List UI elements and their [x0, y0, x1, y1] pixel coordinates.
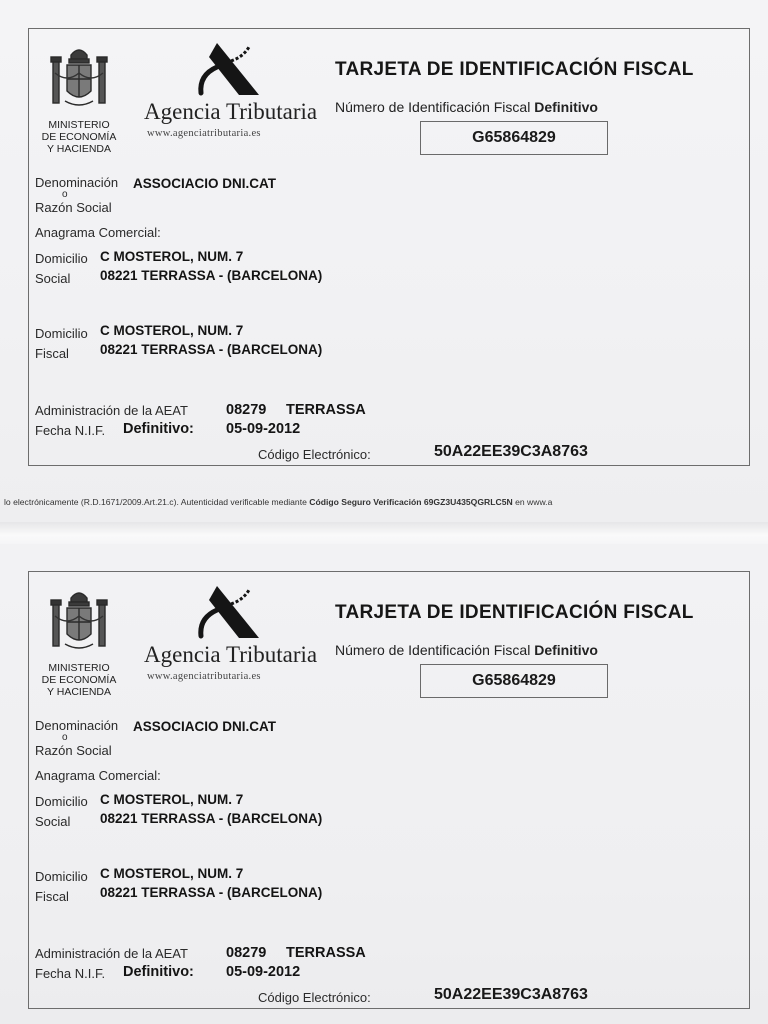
or-label: o: [62, 732, 68, 743]
verification-footer: [4, 497, 552, 507]
ministry-line-2: DE ECONOMÍA: [41, 131, 117, 143]
nif-label-text: Número de Identificación Fiscal: [335, 642, 531, 658]
domicilio-fiscal-label: Domicilio: [35, 869, 88, 884]
codigo-label: Código Electrónico:: [258, 447, 371, 462]
domicilio-fiscal-line-2: 08221 TERRASSA - (BARCELONA): [100, 885, 323, 900]
razon-social-label: Razón Social: [35, 743, 112, 758]
footer-text-end: en www.a: [515, 497, 553, 507]
codigo-label: Código Electrónico:: [258, 990, 371, 1005]
fiscal-label: Fiscal: [35, 889, 69, 904]
nif-value-box: [420, 664, 608, 698]
domicilio-fiscal-line-1: C MOSTEROL, NUM. 7: [100, 323, 244, 338]
ministry-line-3: Y HACIENDA: [47, 143, 111, 155]
agency-name: Agencia Tributaria: [144, 642, 318, 667]
anagrama-label: Anagrama Comercial:: [35, 225, 161, 240]
denominacion-value: ASSOCIACIO DNI.CAT: [133, 176, 277, 191]
ministry-line-2: DE ECONOMÍA: [41, 674, 117, 686]
domicilio-fiscal-line-2: 08221 TERRASSA - (BARCELONA): [100, 342, 323, 357]
domicilio-social-label: Domicilio: [35, 794, 88, 809]
ministry-line-3: Y HACIENDA: [47, 686, 111, 698]
domicilio-social-line-2: 08221 TERRASSA - (BARCELONA): [100, 811, 323, 826]
domicilio-social-line-1: C MOSTEROL, NUM. 7: [100, 249, 244, 264]
coat-of-arms-icon: [47, 43, 111, 119]
domicilio-social-line-1: C MOSTEROL, NUM. 7: [100, 792, 244, 807]
admin-code: 08279: [226, 402, 267, 418]
domicilio-social-line-2: 08221 TERRASSA - (BARCELONA): [100, 268, 323, 283]
ministry-name: [31, 662, 127, 698]
denominacion-label: Denominación: [35, 718, 119, 733]
card-title: TARJETA DE IDENTIFICACIÓN FISCAL: [335, 602, 694, 623]
fecha-status: Definitivo:: [123, 964, 194, 980]
nif-status: Definitivo: [534, 99, 598, 115]
codigo-value: 50A22EE39C3A8763: [434, 443, 588, 460]
ministry-line-1: MINISTERIO: [48, 662, 110, 674]
or-label: o: [62, 189, 68, 200]
nif-status: Definitivo: [534, 642, 598, 658]
tax-id-card-copy: [28, 571, 750, 1009]
nif-label: [335, 99, 598, 115]
nif-value: G65864829: [472, 672, 556, 689]
nif-label: [335, 642, 598, 658]
nif-value-box: [420, 121, 608, 155]
agency-url: www.agenciatributaria.es: [147, 671, 261, 682]
paper-separator: [0, 522, 768, 544]
agency-logo-icon: [195, 43, 259, 99]
fiscal-label: Fiscal: [35, 346, 69, 361]
domicilio-fiscal-line-1: C MOSTEROL, NUM. 7: [100, 866, 244, 881]
nif-value: G65864829: [472, 129, 556, 146]
fecha-label: Fecha N.I.F.: [35, 423, 106, 438]
agency-name: Agencia Tributaria: [144, 99, 318, 124]
ministry-name: [31, 119, 127, 155]
fecha-value: 05-09-2012: [226, 964, 301, 980]
denominacion-label: Denominación: [35, 175, 119, 190]
codigo-value: 50A22EE39C3A8763: [434, 986, 588, 1003]
agency-logo-icon: [195, 586, 259, 642]
denominacion-value: ASSOCIACIO DNI.CAT: [133, 719, 277, 734]
razon-social-label: Razón Social: [35, 200, 112, 215]
nif-label-text: Número de Identificación Fiscal: [335, 99, 531, 115]
domicilio-fiscal-label: Domicilio: [35, 326, 88, 341]
ministry-line-1: MINISTERIO: [48, 119, 110, 131]
social-label: Social: [35, 271, 71, 286]
admin-label: Administración de la AEAT: [35, 403, 188, 418]
agency-url: www.agenciatributaria.es: [147, 128, 261, 139]
fecha-label: Fecha N.I.F.: [35, 966, 106, 981]
csv-label: Código Seguro Verificación: [309, 497, 422, 507]
admin-code: 08279: [226, 945, 267, 961]
footer-text-start: lo electrónicamente (R.D.1671/2009.Art.21.c). Autenticidad verificable mediante: [4, 497, 307, 507]
anagrama-label: Anagrama Comercial:: [35, 768, 161, 783]
tax-id-card: [28, 28, 750, 466]
social-label: Social: [35, 814, 71, 829]
admin-name: TERRASSA: [286, 945, 366, 961]
card-title: TARJETA DE IDENTIFICACIÓN FISCAL: [335, 59, 694, 80]
admin-label: Administración de la AEAT: [35, 946, 188, 961]
csv-value: 69GZ3U435QGRLC5N: [423, 497, 513, 507]
fecha-status: Definitivo:: [123, 421, 194, 437]
coat-of-arms-icon: [47, 586, 111, 662]
domicilio-social-label: Domicilio: [35, 251, 88, 266]
fecha-value: 05-09-2012: [226, 421, 301, 437]
admin-name: TERRASSA: [286, 402, 366, 418]
